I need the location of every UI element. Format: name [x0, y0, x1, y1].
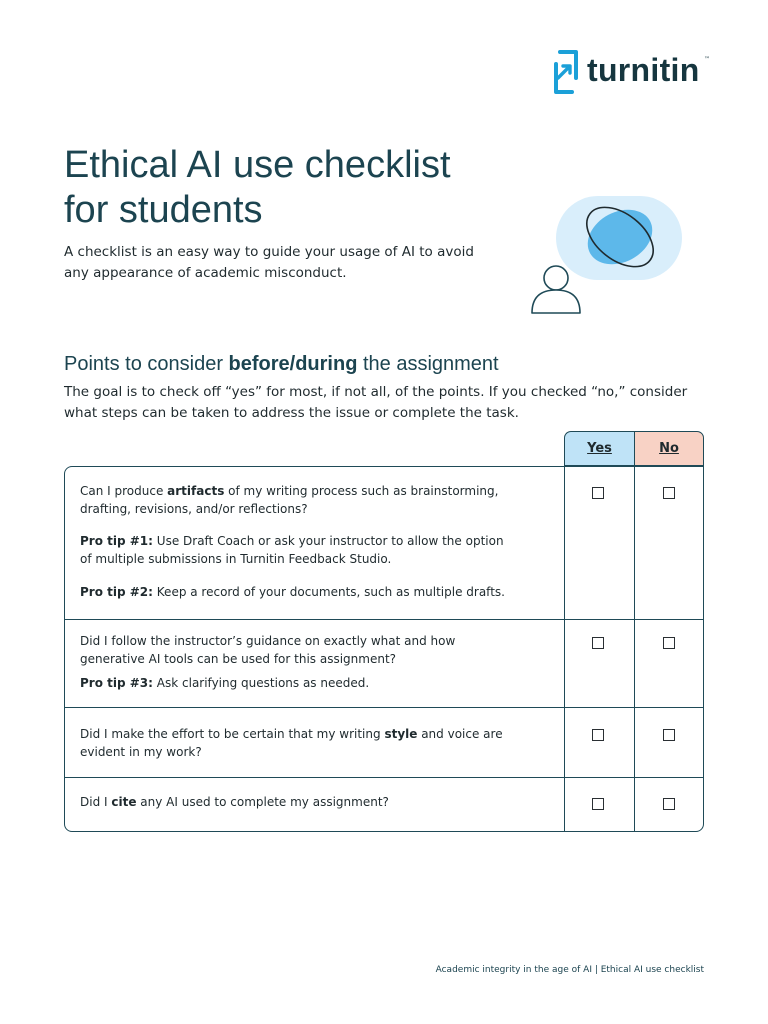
goal-text: The goal is to check off “yes” for most, if not all, of the points. If you checked “no,” consider what steps can be taken to address the issue or complete the task. — [64, 384, 688, 421]
person-body-shape — [532, 290, 580, 313]
row-1-yes-checkbox[interactable] — [592, 487, 604, 499]
turnitin-logo — [552, 48, 700, 96]
page-title: Ethical AI use checklist for students — [64, 144, 451, 231]
row-2-no-checkbox[interactable] — [663, 637, 675, 649]
intro-text: A checklist is an easy way to guide your usage of AI to avoid any appearance of academic misconduct. — [64, 244, 474, 281]
no-column-header: No — [634, 431, 704, 466]
trademark-symbol: ™ — [704, 56, 710, 63]
row-1-no-checkbox[interactable] — [663, 487, 675, 499]
person-head-shape — [544, 266, 568, 290]
pro-tip-1: Pro tip #1: Use Draft Coach or ask your instructor to allow the option of multiple submissions in Turnitin Feedback Studio. — [80, 534, 504, 566]
question-3: Did I make the effort to be certain that my writing style and voice are evident in my work? — [80, 727, 503, 759]
row-2-yes-checkbox[interactable] — [592, 637, 604, 649]
pro-tip-2: Pro tip #2: Keep a record of your documents, such as multiple drafts. — [80, 585, 505, 599]
row-3-yes-checkbox[interactable] — [592, 729, 604, 741]
yes-column-header: Yes — [564, 431, 634, 466]
row-4-yes-checkbox[interactable] — [592, 798, 604, 810]
section-heading: Points to consider before/during the assignment — [64, 353, 499, 375]
checklist-table — [64, 466, 704, 832]
pro-tip-3: Pro tip #3: Ask clarifying questions as needed. — [80, 676, 370, 690]
person-thinking-illustration — [524, 190, 690, 320]
turnitin-mark-icon — [552, 48, 582, 96]
page-footer: Academic integrity in the age of AI | Ethical AI use checklist — [435, 965, 704, 975]
row-3-no-checkbox[interactable] — [663, 729, 675, 741]
question-2: Did I follow the instructor’s guidance on exactly what and how generative AI tools can be used for this assignment? — [80, 634, 456, 666]
row-4-no-checkbox[interactable] — [663, 798, 675, 810]
question-4: Did I cite any AI used to complete my assignment? — [80, 795, 389, 809]
brand-wordmark: turnitin — [587, 51, 700, 88]
question-1: Can I produce artifacts of my writing process such as brainstorming, drafting, revisions, and/or reflections? — [80, 484, 499, 516]
